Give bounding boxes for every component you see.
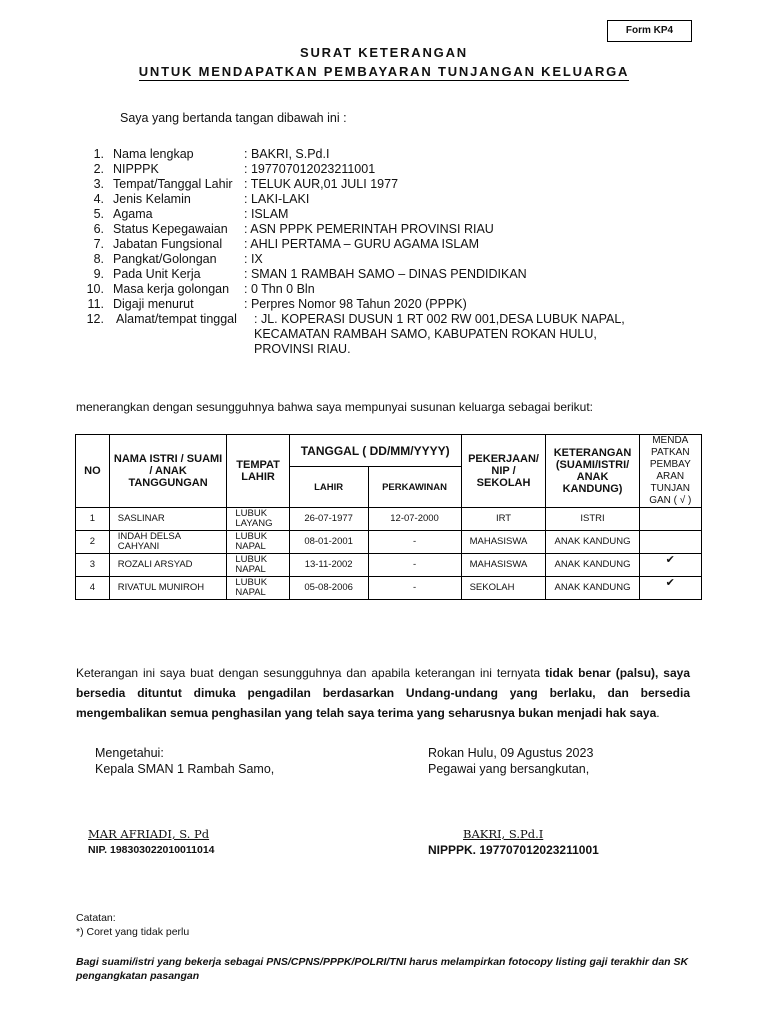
field-number: 6.	[93, 222, 104, 236]
note-title: Catatan:	[76, 912, 116, 924]
header-paid: MENDA PATKAN PEMBAY ARAN TUNJAN GAN ( √ )	[639, 435, 701, 508]
cell-name: RIVATUL MUNIROH	[109, 577, 227, 600]
field-number: 7.	[93, 237, 104, 251]
field-value: : BAKRI, S.Pd.I	[244, 147, 330, 161]
checkmark-icon: ✔	[665, 553, 675, 566]
cell-marriage: -	[368, 554, 461, 577]
field-value: : SMAN 1 RAMBAH SAMO – DINAS PENDIDIKAN	[244, 267, 527, 281]
cell-name: SASLINAR	[109, 508, 227, 531]
cell-birth: 13-11-2002	[289, 554, 368, 577]
header-birthplace: TEMPAT LAHIR	[227, 435, 289, 508]
cell-paid	[639, 531, 701, 554]
field-value: : LAKI-LAKI	[244, 192, 310, 206]
declaration-paragraph	[76, 663, 690, 723]
declaration-text: Keterangan ini saya buat dengan sesungguhnya dan apabila keterangan ini ternyata	[76, 666, 546, 680]
cell-job: IRT	[461, 508, 546, 531]
checkmark-icon: ✔	[665, 576, 675, 589]
field-number: 10.	[86, 282, 104, 296]
field-number: 1.	[93, 147, 104, 161]
document-subtitle	[0, 64, 768, 79]
cell-paid	[639, 577, 701, 600]
cell-job: SEKOLAH	[461, 577, 546, 600]
field-label: Nama lengkap	[113, 147, 194, 161]
cell-no: 1	[76, 508, 110, 531]
field-number: 4.	[93, 192, 104, 206]
header-job: PEKERJAAN/ NIP / SEKOLAH	[461, 435, 546, 508]
employee-nipppk: NIPPPK. 197707012023211001	[428, 843, 599, 857]
field-label: Jenis Kelamin	[113, 192, 191, 206]
header-name: NAMA ISTRI / SUAMI / ANAK TANGGUNGAN	[109, 435, 227, 508]
subtitle-text: UNTUK MENDAPATKAN PEMBAYARAN TUNJANGAN KELUARGA	[138, 64, 630, 79]
cell-marriage: -	[368, 577, 461, 600]
header-marriage-date: PERKAWINAN	[368, 467, 461, 508]
field-value: : AHLI PERTAMA – GURU AGAMA ISLAM	[244, 237, 480, 251]
cell-birth: 05-08-2006	[289, 577, 368, 600]
employee-name: BAKRI, S.Pd.I	[463, 827, 544, 841]
document-title: SURAT KETERANGAN	[300, 45, 468, 60]
field-number: 3.	[93, 177, 104, 191]
field-number: 11.	[87, 297, 104, 311]
note-text: *) Coret yang tidak perlu	[76, 926, 190, 938]
field-value: : 0 Thn 0 Bln	[244, 282, 315, 296]
field-value: : TELUK AUR,01 JULI 1977	[244, 177, 399, 191]
field-value: : 197707012023211001	[244, 162, 376, 176]
table-row	[76, 508, 702, 531]
form-code-box: Form KP4	[607, 20, 692, 42]
table-row	[76, 577, 702, 600]
field-label: Pangkat/Golongan	[113, 252, 217, 266]
field-value: : ISLAM	[244, 207, 289, 221]
field-label: Masa kerja golongan	[113, 282, 230, 296]
field-label: NIPPPK	[113, 162, 159, 176]
employee-title: Pegawai yang bersangkutan,	[428, 762, 590, 776]
cell-paid	[639, 508, 701, 531]
field-value: : IX	[244, 252, 263, 266]
cell-marriage: -	[368, 531, 461, 554]
field-label: Status Kepegawaian	[113, 222, 228, 236]
field-value: : ASN PPPK PEMERINTAH PROVINSI RIAU	[244, 222, 494, 236]
principal-title: Kepala SMAN 1 Rambah Samo,	[95, 762, 275, 776]
principal-name: MAR AFRIADI, S. Pd	[88, 827, 210, 841]
place-date: Rokan Hulu, 09 Agustus 2023	[428, 746, 594, 760]
cell-job: MAHASISWA	[461, 531, 546, 554]
declaration-end: .	[656, 706, 660, 720]
acknowledged-label: Mengetahui:	[95, 746, 164, 760]
cell-place: LUBUK NAPAL	[227, 554, 289, 577]
declaration-bold-text: tidak benar (palsu), saya bersedia dituntut dimuka pengadilan berdasarkan Undang-undang yang berlaku, dan bersedia mengembalikan semua penghasilan yang telah saya terima yang seharusnya bukan menjadi hak saya	[76, 666, 690, 720]
cell-marriage: 12-07-2000	[368, 508, 461, 531]
principal-nip: NIP. 198303022010011014	[88, 844, 215, 856]
cell-place: LUBUK NAPAL	[227, 531, 289, 554]
cell-relation: ANAK KANDUNG	[546, 577, 639, 600]
cell-job: MAHASISWA	[461, 554, 546, 577]
footer-note: Bagi suami/istri yang bekerja sebagai PNS/CPNS/PPPK/POLRI/TNI harus melampirkan fotocopy listing gaji terakhir dan SK pengangkatan pasangan	[76, 956, 689, 982]
cell-relation: ANAK KANDUNG	[546, 531, 639, 554]
cell-place: LUBUK LAYANG	[227, 508, 289, 531]
family-table	[75, 434, 702, 600]
cell-name: ROZALI ARSYAD	[109, 554, 227, 577]
cell-name: INDAH DELSA CAHYANI	[109, 531, 227, 554]
header-no: NO	[76, 435, 110, 508]
cell-birth: 26-07-1977	[289, 508, 368, 531]
field-label: Pada Unit Kerja	[113, 267, 201, 281]
field-number: 8.	[93, 252, 104, 266]
table-row	[76, 554, 702, 577]
table-row	[76, 531, 702, 554]
field-label: Agama	[113, 207, 153, 221]
cell-no: 2	[76, 531, 110, 554]
statement-text: menerangkan dengan sesungguhnya bahwa saya mempunyai susunan keluarga sebagai berikut:	[76, 400, 594, 414]
cell-relation: ISTRI	[546, 508, 639, 531]
cell-no: 3	[76, 554, 110, 577]
cell-no: 4	[76, 577, 110, 600]
cell-relation: ANAK KANDUNG	[546, 554, 639, 577]
address-value: : JL. KOPERASI DUSUN 1 RT 002 RW 001,DESA LUBUK NAPAL, KECAMATAN RAMBAH SAMO, KABUPATEN ROKAN HULU, PROVINSI RIAU.	[254, 312, 625, 356]
header-birth-date: LAHIR	[289, 467, 368, 508]
field-label: Jabatan Fungsional	[113, 237, 223, 251]
field-number: 12.	[86, 312, 104, 326]
cell-birth: 08-01-2001	[289, 531, 368, 554]
field-number: 5.	[93, 207, 104, 221]
intro-text: Saya yang bertanda tangan dibawah ini :	[120, 111, 347, 125]
cell-paid	[639, 554, 701, 577]
cell-place: LUBUK NAPAL	[227, 577, 289, 600]
field-number: 2.	[93, 162, 104, 176]
field-label: Tempat/Tanggal Lahir	[113, 177, 233, 191]
header-date: TANGGAL ( DD/MM/YYYY)	[289, 435, 461, 467]
header-relation: KETERANGAN (SUAMI/ISTRI/ ANAK KANDUNG)	[546, 435, 639, 508]
field-label: Digaji menurut	[113, 297, 194, 311]
field-value: : Perpres Nomor 98 Tahun 2020 (PPPK)	[244, 297, 467, 311]
field-number: 9.	[93, 267, 104, 281]
field-label: Alamat/tempat tinggal	[116, 312, 237, 326]
